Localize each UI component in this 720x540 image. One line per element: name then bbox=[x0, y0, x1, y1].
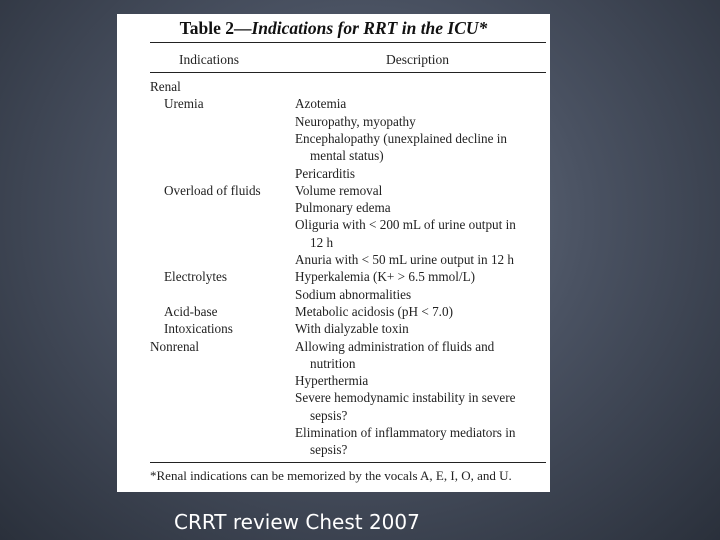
description-cell: Hyperthermia bbox=[295, 373, 369, 389]
slide-caption: CRRT review Chest 2007 bbox=[174, 510, 420, 534]
description-cell: Encephalopathy (unexplained decline in bbox=[295, 130, 508, 146]
description-cell: With dialyzable toxin bbox=[295, 321, 409, 337]
description-cell: Elimination of inflammatory mediators in bbox=[295, 425, 516, 440]
indication-cell: Electrolytes bbox=[164, 269, 227, 285]
description-cell: Hyperkalemia (K+ > 6.5 mmol/L) bbox=[295, 269, 476, 285]
top-rule bbox=[150, 42, 546, 43]
description-cell: Pericarditis bbox=[295, 165, 356, 181]
table-footnote: *Renal indications can be memorized by the vocals A, E, I, O, and U. bbox=[150, 468, 512, 483]
header-description: Description bbox=[386, 52, 449, 67]
description-cell: sepsis? bbox=[310, 442, 348, 458]
header-rule bbox=[150, 72, 546, 73]
table-title-main: Indications for RRT in the ICU* bbox=[251, 18, 488, 38]
indication-cell: Uremia bbox=[164, 96, 204, 112]
description-cell: nutrition bbox=[310, 355, 356, 371]
indication-cell: Nonrenal bbox=[150, 338, 200, 354]
description-cell: Anuria with < 50 mL urine output in 12 h bbox=[295, 252, 515, 267]
description-cell: sepsis? bbox=[310, 407, 348, 423]
table-title bbox=[117, 18, 550, 39]
header-indications: Indications bbox=[179, 52, 239, 67]
indication-cell: Renal bbox=[150, 79, 181, 94]
description-cell: Pulmonary edema bbox=[295, 200, 391, 216]
indication-cell: Intoxications bbox=[164, 321, 233, 337]
description-cell: Severe hemodynamic instability in severe bbox=[295, 390, 516, 406]
description-cell: 12 h bbox=[310, 234, 334, 250]
description-cell: Azotemia bbox=[295, 96, 347, 112]
description-cell: mental status) bbox=[310, 148, 384, 164]
description-cell: Oliguria with < 200 mL of urine output in bbox=[295, 217, 516, 233]
bottom-rule bbox=[150, 462, 546, 463]
description-cell: Sodium abnormalities bbox=[295, 286, 412, 302]
description-cell: Neuropathy, myopathy bbox=[295, 113, 416, 129]
table-title-prefix: Table 2— bbox=[179, 18, 252, 38]
description-cell: Volume removal bbox=[295, 182, 383, 198]
description-cell: Metabolic acidosis (pH < 7.0) bbox=[295, 303, 453, 319]
description-cell: Allowing administration of fluids and bbox=[295, 338, 495, 354]
indication-cell: Acid-base bbox=[164, 303, 218, 319]
table-card bbox=[117, 14, 550, 492]
indication-cell: Overload of fluids bbox=[164, 182, 261, 198]
